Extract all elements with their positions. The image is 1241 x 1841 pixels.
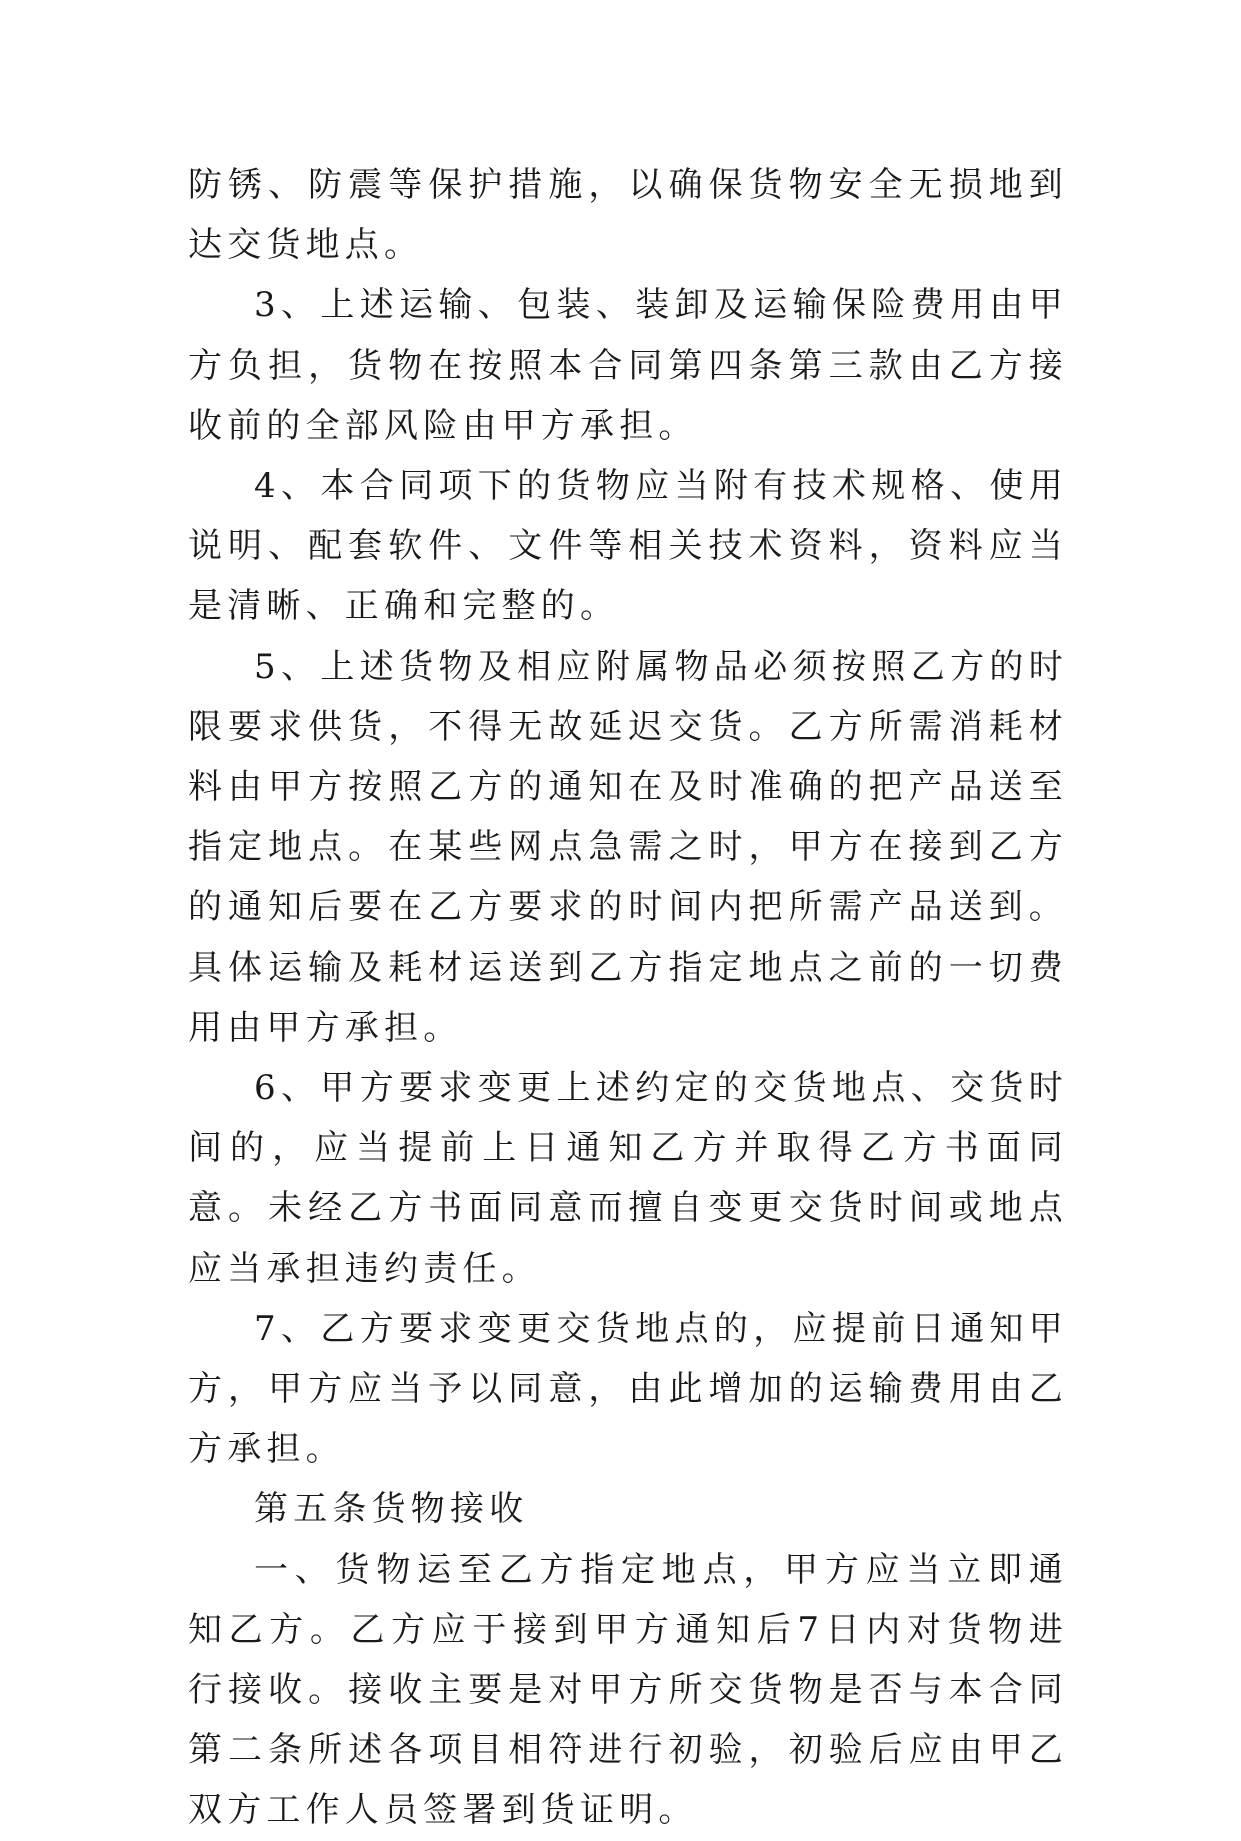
section-heading-article-5: 第五条货物接收 <box>254 1489 529 1530</box>
paragraph-item-4: 4、本合同项下的货物应当附有技术规格、使用说明、配套软件、文件等相关技术资料，资料应当是清晰、正确和完整的。 <box>188 466 1068 627</box>
paragraph-continuation: 防锈、防震等保护措施，以确保货物安全无损地到达交货地点。 <box>188 165 1068 266</box>
paragraph-item-3: 3、上述运输、包装、装卸及运输保险费用由甲方负担，货物在按照本合同第四条第三款由乙方接收前的全部风险由甲方承担。 <box>188 285 1068 446</box>
paragraph-item-5: 5、上述货物及相应附属物品必须按照乙方的时限要求供货，不得无故延迟交货。乙方所需消耗材料由甲方按照乙方的通知在及时准确的把产品送至指定地点。在某些网点急需之时，甲方在接到乙方的通知后要在乙方要求的时间内把所需产品送到。具体运输及耗材运送到乙方指定地点之前的一切费用由甲方承担。 <box>188 646 1068 1048</box>
document-page <box>188 155 1068 1841</box>
paragraph-item-7: 7、乙方要求变更交货地点的，应提前日通知甲方，甲方应当予以同意，由此增加的运输费用由乙方承担。 <box>188 1308 1068 1470</box>
paragraph-clause-1: 一、货物运至乙方指定地点，甲方应当立即通知乙方。乙方应于接到甲方通知后7日内对货物进行接收。接收主要是对甲方所交货物是否与本合同第二条所述各项目相符进行初验，初验后应由甲乙双方工作人员签署到货证明。 <box>188 1549 1068 1831</box>
paragraph-item-6: 6、甲方要求变更上述约定的交货地点、交货时间的，应当提前上日通知乙方并取得乙方书面同意。未经乙方书面同意而擅自变更交货时间或地点应当承担违约责任。 <box>188 1068 1068 1289</box>
